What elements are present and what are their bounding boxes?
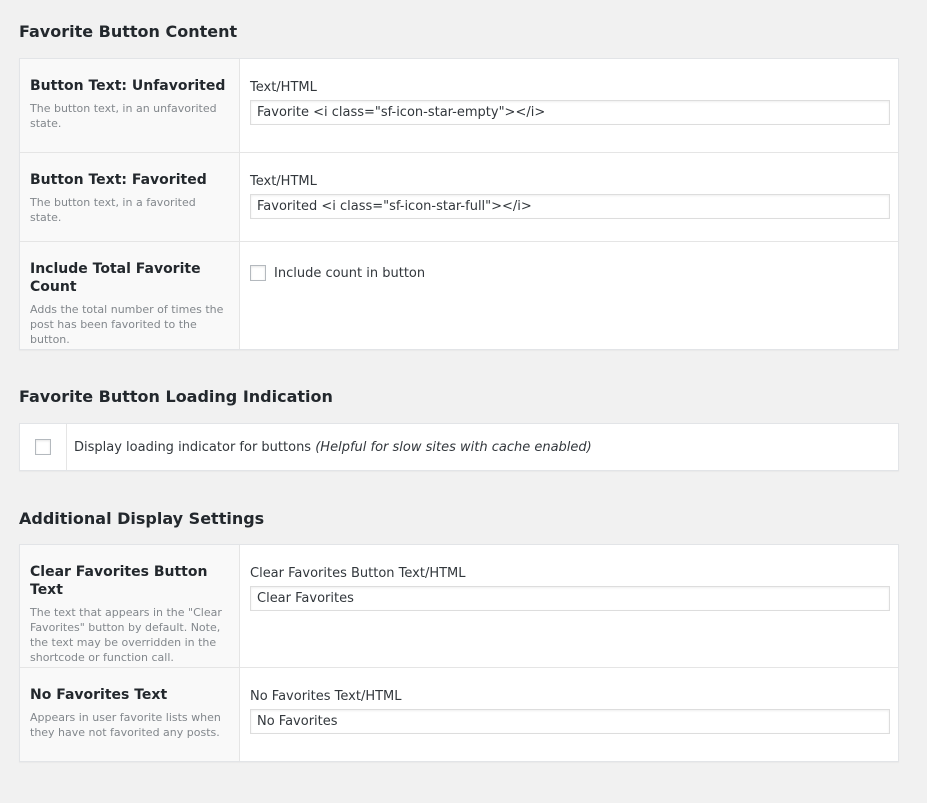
field-label: Clear Favorites Button Text/HTML: [250, 566, 466, 581]
row-favorited-text: [20, 153, 898, 242]
row-field: [240, 668, 899, 761]
loading-checkbox-cell: [20, 424, 67, 470]
loading-indication-panel: [19, 423, 899, 471]
loading-indicator-text: Display loading indicator for buttons: [74, 439, 312, 455]
row-field: [240, 59, 899, 152]
no-favorites-text-input[interactable]: No Favorites: [250, 709, 890, 734]
display-settings-panel: [19, 544, 899, 762]
include-count-option: [250, 265, 889, 281]
unfavorited-text-input[interactable]: Favorite <i class="sf-icon-star-empty"></i>: [250, 100, 890, 125]
setting-description: The button text, in an unfavorited state.: [30, 102, 217, 130]
loading-indicator-note: (Helpful for slow sites with cache enabled): [315, 439, 592, 455]
loading-indicator-row: [20, 424, 898, 470]
include-count-label[interactable]: Include count in button: [274, 265, 426, 281]
section-title-button-content: Favorite Button Content: [19, 22, 238, 41]
row-field: [240, 545, 899, 667]
row-label: [20, 668, 240, 761]
row-unfavorited-text: [20, 59, 898, 153]
setting-description: Adds the total number of times the post has been favorited to the button.: [30, 303, 224, 346]
row-no-favorites-text: [20, 668, 898, 761]
setting-title: Clear Favorites Button Text: [30, 564, 208, 598]
field-label: Text/HTML: [250, 80, 317, 95]
field-label: No Favorites Text/HTML: [250, 689, 402, 704]
row-label: [20, 242, 240, 349]
loading-indicator-checkbox[interactable]: [35, 439, 51, 455]
setting-description: The button text, in a favorited state.: [30, 196, 196, 224]
field-label: Text/HTML: [250, 174, 317, 189]
button-content-panel: [19, 58, 899, 350]
section-title-loading-indication: Favorite Button Loading Indication: [19, 387, 333, 406]
setting-title: Button Text: Unfavorited: [30, 78, 226, 94]
row-clear-favorites-text: [20, 545, 898, 668]
loading-indicator-label[interactable]: [67, 440, 592, 455]
setting-title: No Favorites Text: [30, 687, 168, 703]
row-label: [20, 59, 240, 152]
row-label: [20, 545, 240, 667]
row-field: [240, 242, 898, 349]
section-title-display-settings: Additional Display Settings: [19, 509, 265, 528]
setting-title: Button Text: Favorited: [30, 172, 207, 188]
setting-description: The text that appears in the "Clear Favorites" button by default. Note, the text may be overridden in the shortcode or function call.: [30, 606, 222, 664]
setting-description: Appears in user favorite lists when they have not favorited any posts.: [30, 711, 221, 739]
setting-title: Include Total Favorite Count: [30, 261, 201, 295]
row-include-count: [20, 242, 898, 349]
row-field: [240, 153, 899, 241]
favorited-text-input[interactable]: Favorited <i class="sf-icon-star-full"></i>: [250, 194, 890, 219]
clear-favorites-text-input[interactable]: Clear Favorites: [250, 586, 890, 611]
row-label: [20, 153, 240, 241]
include-count-checkbox[interactable]: [250, 265, 266, 281]
